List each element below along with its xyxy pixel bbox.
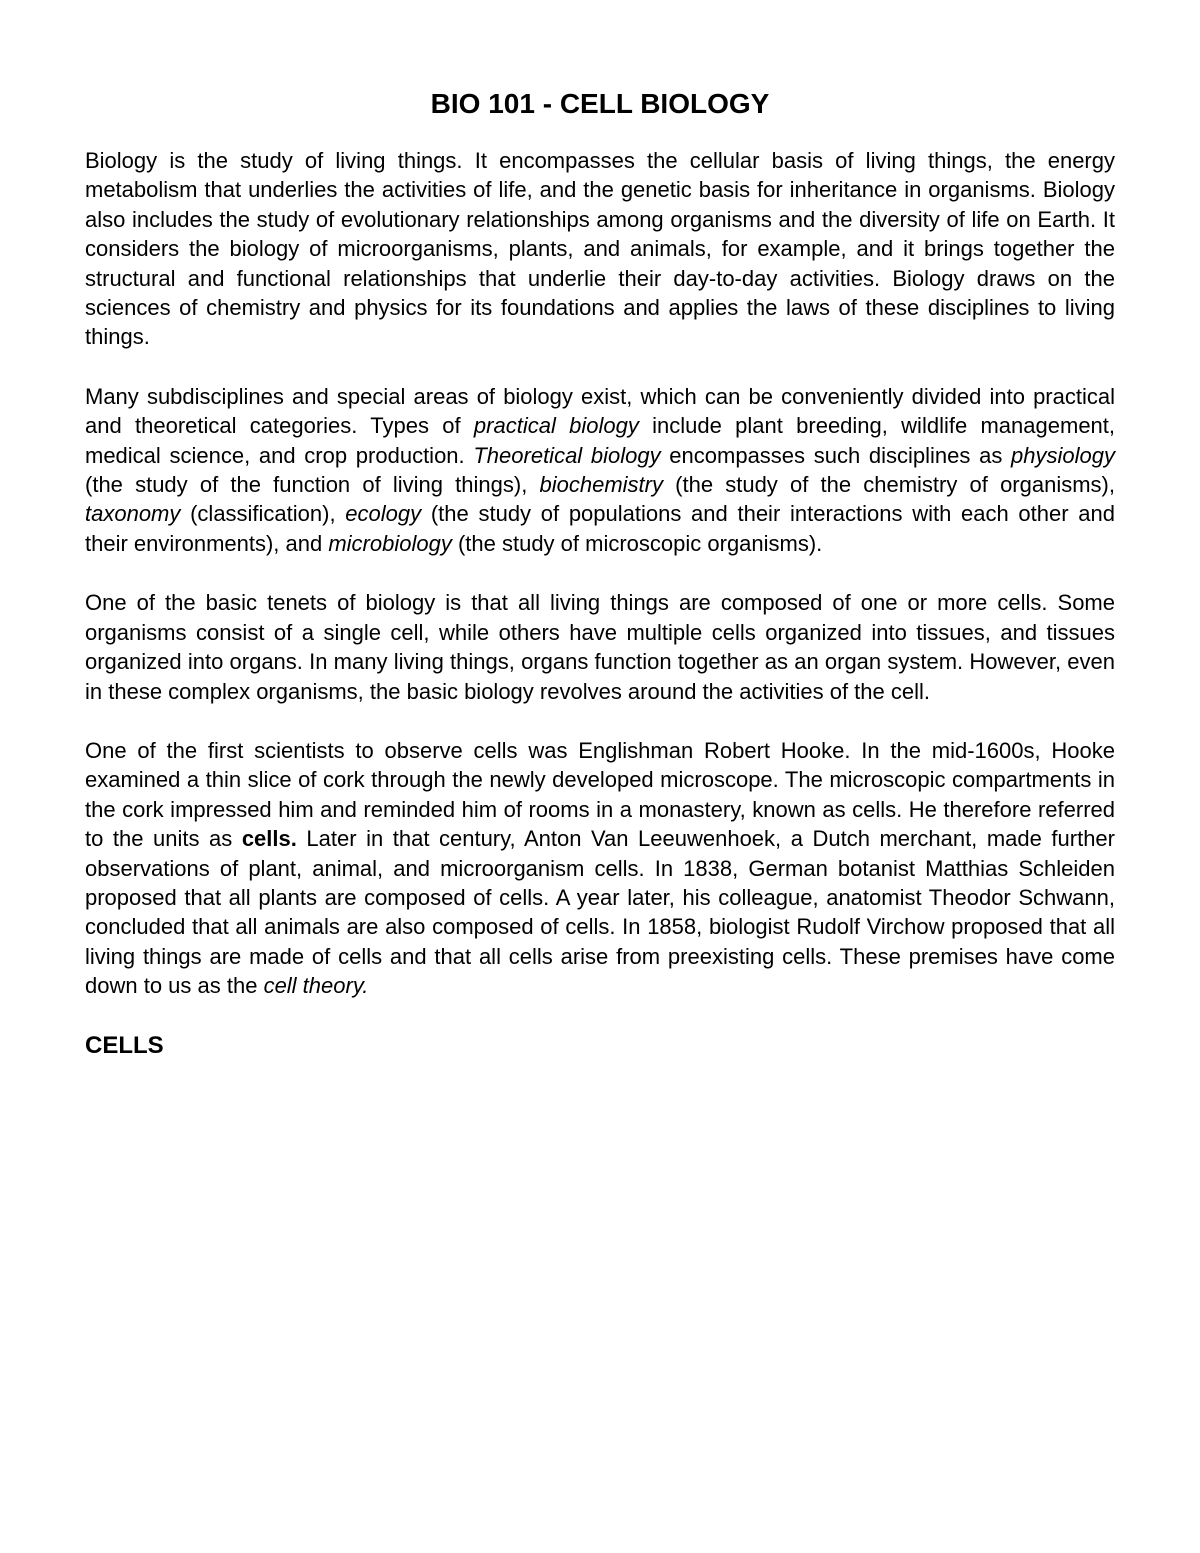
term-cell-theory: cell theory. xyxy=(263,973,369,999)
paragraph-text: One of the first scientists to observe cells was Englishman Robert Hooke. In the mid-1600s, Hooke examined a thin slice of cork through the newly developed microscope. The microscopic compartments in the cork impressed him and reminded him of rooms in a monastery, known as cells. He therefore referred to the units as xyxy=(85,737,1115,852)
paragraph-text: Biology is the study of living things. It encompasses the cellular basis of living things, the energy metabolism that underlies the activities of life, and the genetic basis for inheritance in organisms. Biology also includes the study of evolutionary relationships among organisms and the diversity of life on Earth. It considers the biology of microorganisms, plants, and animals, for example, and it brings together the structural and functional relationships that underlie their day-to-day activities. Biology draws on the sciences of chemistry and physics for its foundations and applies the laws of these disciplines to living things. xyxy=(85,148,1115,350)
paragraph-biology-definition xyxy=(85,146,1115,352)
term-microbiology: microbiology xyxy=(328,530,452,556)
term-practical-biology: practical biology xyxy=(473,413,639,439)
document-page xyxy=(85,86,1115,1061)
section-heading-cells: CELLS xyxy=(85,1031,164,1059)
paragraph-text: One of the basic tenets of biology is that all living things are composed of one or more cells. Some organisms consist of a single cell, while others have multiple cells organized into tissues, and tissues organized into organs. In many living things, organs function together as an organ system. However, even in these complex organisms, the basic biology revolves around the activities of the cell. xyxy=(85,590,1115,704)
paragraph-text: (classification), xyxy=(180,501,346,527)
paragraph-text: (the study of the function of living things), xyxy=(85,472,540,498)
term-cells: cells. xyxy=(241,826,297,852)
paragraph-text: (the study of the chemistry of organisms), xyxy=(662,472,1115,498)
paragraph-subdisciplines xyxy=(85,382,1115,558)
document-title: BIO 101 - CELL BIOLOGY xyxy=(430,88,770,119)
paragraph-text: encompasses such disciplines as xyxy=(660,442,1012,468)
term-biochemistry: biochemistry xyxy=(539,472,663,498)
paragraph-cell-history xyxy=(85,736,1115,1001)
paragraph-text: Many subdisciplines and special areas of biology exist, which can be conveniently divided into practical and theoretical categories. Types of xyxy=(85,383,1115,439)
paragraph-text: Later in that century, Anton Van Leeuwenhoek, a Dutch merchant, made further observations of plant, animal, and microorganism cells. In 1838, German botanist Matthias Schleiden proposed that all plants are composed of cells. A year later, his colleague, anatomist Theodor Schwann, concluded that all animals are also composed of cells. In 1858, biologist Rudolf Virchow proposed that all living things are made of cells and that all cells arise from preexisting cells. These premises have come down to us as the xyxy=(85,826,1115,999)
paragraph-text: (the study of microscopic organisms). xyxy=(451,530,823,556)
paragraph-basic-tenets xyxy=(85,588,1115,706)
term-theoretical-biology: Theoretical biology xyxy=(473,442,661,468)
term-physiology: physiology xyxy=(1011,442,1115,468)
term-ecology: ecology xyxy=(345,501,422,527)
paragraph-text: include plant breeding, wildlife management, medical science, and crop production. xyxy=(85,413,1116,468)
term-taxonomy: taxonomy xyxy=(85,501,181,527)
paragraph-text: (the study of populations and their interactions with each other and their environments), and xyxy=(85,501,1115,556)
